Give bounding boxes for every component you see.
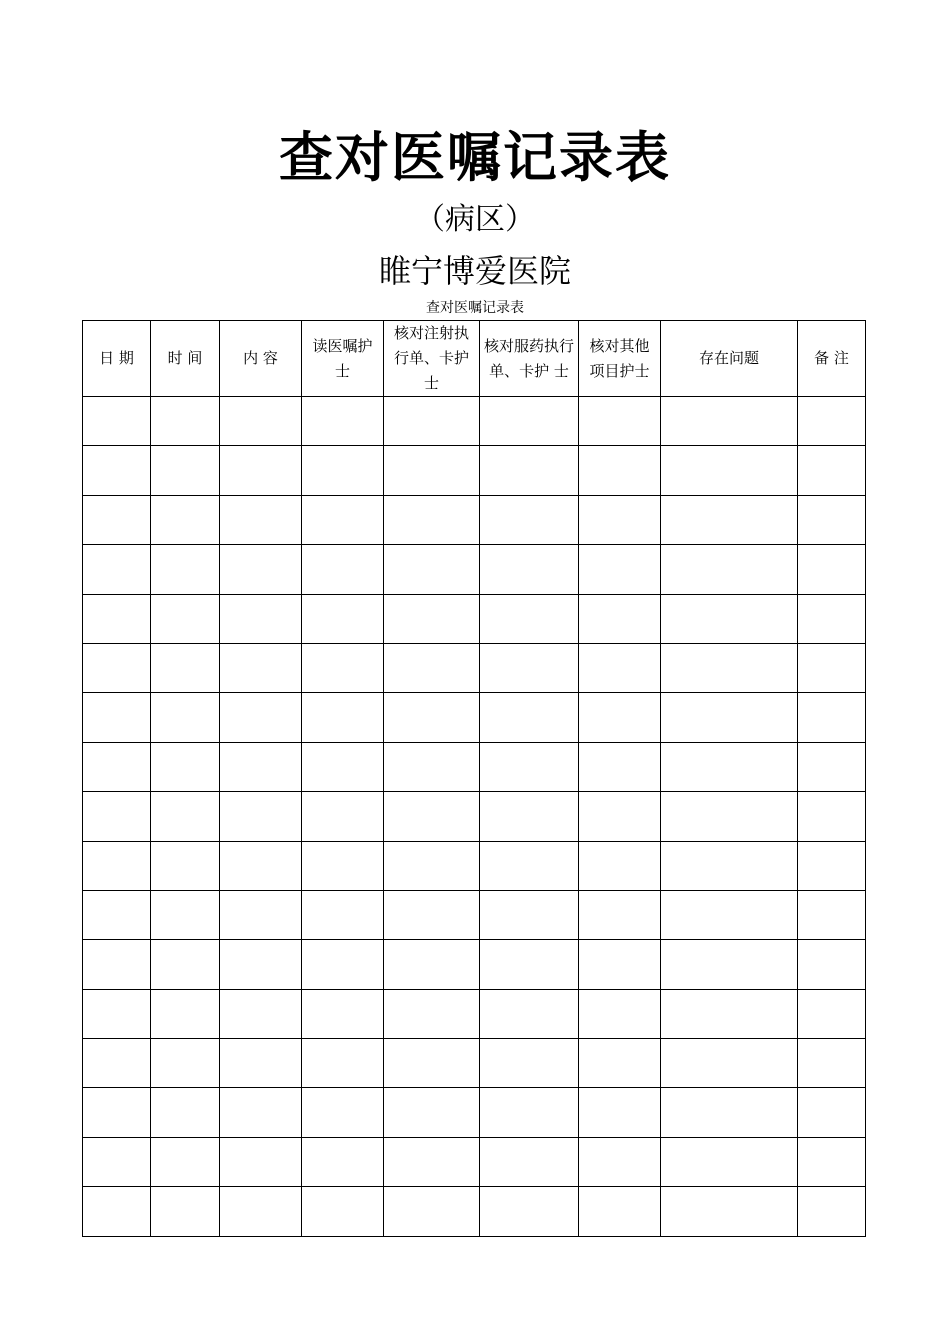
cell-injection_nurse <box>384 545 480 594</box>
table-row <box>83 742 866 791</box>
col-header-issues: 存在问题 <box>661 321 798 397</box>
col-header-other-nurse: 核对其他项目护士 <box>579 321 661 397</box>
cell-issues <box>661 594 798 643</box>
cell-read_nurse <box>302 890 384 939</box>
table-row <box>83 792 866 841</box>
cell-remarks <box>798 1039 866 1088</box>
cell-issues <box>661 989 798 1038</box>
cell-injection_nurse <box>384 792 480 841</box>
cell-other_nurse <box>579 643 661 692</box>
cell-content <box>220 446 302 495</box>
cell-issues <box>661 841 798 890</box>
cell-read_nurse <box>302 989 384 1038</box>
cell-time <box>151 545 220 594</box>
table-row <box>83 1187 866 1236</box>
cell-medication_nurse <box>480 643 579 692</box>
cell-date <box>83 1039 151 1088</box>
cell-content <box>220 643 302 692</box>
table-row <box>83 545 866 594</box>
cell-content <box>220 989 302 1038</box>
cell-time <box>151 397 220 446</box>
cell-content <box>220 693 302 742</box>
table-row <box>83 594 866 643</box>
table-row <box>83 940 866 989</box>
cell-medication_nurse <box>480 545 579 594</box>
cell-remarks <box>798 1088 866 1137</box>
cell-read_nurse <box>302 594 384 643</box>
cell-issues <box>661 495 798 544</box>
cell-other_nurse <box>579 545 661 594</box>
cell-injection_nurse <box>384 841 480 890</box>
cell-read_nurse <box>302 545 384 594</box>
cell-medication_nurse <box>480 841 579 890</box>
cell-date <box>83 890 151 939</box>
cell-date <box>83 841 151 890</box>
cell-other_nurse <box>579 989 661 1038</box>
cell-date <box>83 545 151 594</box>
cell-date <box>83 693 151 742</box>
cell-medication_nurse <box>480 1187 579 1236</box>
col-header-remarks: 备 注 <box>798 321 866 397</box>
cell-time <box>151 594 220 643</box>
cell-time <box>151 792 220 841</box>
cell-date <box>83 1088 151 1137</box>
cell-time <box>151 890 220 939</box>
table-row <box>83 841 866 890</box>
cell-injection_nurse <box>384 1187 480 1236</box>
cell-time <box>151 1187 220 1236</box>
cell-read_nurse <box>302 693 384 742</box>
cell-medication_nurse <box>480 989 579 1038</box>
cell-read_nurse <box>302 940 384 989</box>
cell-time <box>151 841 220 890</box>
table-row <box>83 397 866 446</box>
table-row <box>83 890 866 939</box>
cell-injection_nurse <box>384 989 480 1038</box>
cell-remarks <box>798 693 866 742</box>
cell-time <box>151 989 220 1038</box>
cell-injection_nurse <box>384 890 480 939</box>
table-row <box>83 1088 866 1137</box>
cell-remarks <box>798 792 866 841</box>
cell-issues <box>661 643 798 692</box>
cell-content <box>220 792 302 841</box>
col-header-injection-nurse: 核对注射执行单、卡护 士 <box>384 321 480 397</box>
cell-content <box>220 940 302 989</box>
cell-injection_nurse <box>384 742 480 791</box>
cell-medication_nurse <box>480 594 579 643</box>
cell-time <box>151 446 220 495</box>
cell-other_nurse <box>579 1137 661 1186</box>
cell-date <box>83 643 151 692</box>
cell-injection_nurse <box>384 940 480 989</box>
table-row <box>83 495 866 544</box>
cell-date <box>83 397 151 446</box>
cell-remarks <box>798 940 866 989</box>
cell-issues <box>661 940 798 989</box>
cell-injection_nurse <box>384 1039 480 1088</box>
cell-issues <box>661 397 798 446</box>
cell-issues <box>661 545 798 594</box>
cell-injection_nurse <box>384 1088 480 1137</box>
cell-remarks <box>798 1137 866 1186</box>
table-row <box>83 989 866 1038</box>
cell-content <box>220 594 302 643</box>
table-row <box>83 643 866 692</box>
cell-remarks <box>798 545 866 594</box>
table-row <box>83 1137 866 1186</box>
cell-date <box>83 742 151 791</box>
cell-time <box>151 742 220 791</box>
cell-other_nurse <box>579 446 661 495</box>
cell-injection_nurse <box>384 594 480 643</box>
cell-read_nurse <box>302 446 384 495</box>
cell-issues <box>661 1039 798 1088</box>
cell-content <box>220 890 302 939</box>
col-header-date: 日 期 <box>83 321 151 397</box>
cell-date <box>83 1137 151 1186</box>
cell-issues <box>661 742 798 791</box>
cell-remarks <box>798 890 866 939</box>
cell-other_nurse <box>579 693 661 742</box>
cell-medication_nurse <box>480 742 579 791</box>
cell-time <box>151 1039 220 1088</box>
cell-remarks <box>798 594 866 643</box>
cell-time <box>151 643 220 692</box>
cell-other_nurse <box>579 742 661 791</box>
cell-date <box>83 989 151 1038</box>
cell-issues <box>661 1088 798 1137</box>
cell-medication_nurse <box>480 495 579 544</box>
cell-remarks <box>798 495 866 544</box>
cell-medication_nurse <box>480 792 579 841</box>
cell-injection_nurse <box>384 495 480 544</box>
cell-date <box>83 446 151 495</box>
cell-remarks <box>798 989 866 1038</box>
cell-medication_nurse <box>480 693 579 742</box>
cell-read_nurse <box>302 1137 384 1186</box>
cell-medication_nurse <box>480 397 579 446</box>
cell-date <box>83 940 151 989</box>
cell-content <box>220 742 302 791</box>
table-row <box>83 1039 866 1088</box>
cell-read_nurse <box>302 792 384 841</box>
cell-issues <box>661 1187 798 1236</box>
cell-time <box>151 693 220 742</box>
cell-time <box>151 940 220 989</box>
col-header-time: 时 间 <box>151 321 220 397</box>
cell-content <box>220 495 302 544</box>
cell-time <box>151 1088 220 1137</box>
cell-time <box>151 495 220 544</box>
cell-remarks <box>798 742 866 791</box>
cell-injection_nurse <box>384 643 480 692</box>
cell-content <box>220 545 302 594</box>
table-caption: 查对医嘱记录表 <box>426 300 524 316</box>
cell-injection_nurse <box>384 693 480 742</box>
col-header-content: 内 容 <box>220 321 302 397</box>
cell-other_nurse <box>579 594 661 643</box>
col-header-medication-nurse: 核对服药执行单、卡护 士 <box>480 321 579 397</box>
cell-date <box>83 594 151 643</box>
cell-remarks <box>798 841 866 890</box>
cell-read_nurse <box>302 742 384 791</box>
cell-other_nurse <box>579 1039 661 1088</box>
cell-other_nurse <box>579 940 661 989</box>
cell-other_nurse <box>579 397 661 446</box>
cell-content <box>220 1039 302 1088</box>
cell-other_nurse <box>579 792 661 841</box>
cell-remarks <box>798 643 866 692</box>
table-header-row <box>83 321 866 397</box>
cell-other_nurse <box>579 1088 661 1137</box>
cell-medication_nurse <box>480 1088 579 1137</box>
document-title: 查对医嘱记录表 <box>279 126 671 189</box>
hospital-name: 睢宁博爱医院 <box>378 252 571 290</box>
cell-issues <box>661 446 798 495</box>
cell-medication_nurse <box>480 940 579 989</box>
cell-medication_nurse <box>480 1039 579 1088</box>
cell-content <box>220 1187 302 1236</box>
cell-read_nurse <box>302 643 384 692</box>
cell-read_nurse <box>302 1088 384 1137</box>
cell-issues <box>661 792 798 841</box>
cell-other_nurse <box>579 1187 661 1236</box>
cell-medication_nurse <box>480 1137 579 1186</box>
cell-time <box>151 1137 220 1186</box>
cell-injection_nurse <box>384 1137 480 1186</box>
cell-read_nurse <box>302 397 384 446</box>
cell-date <box>83 1187 151 1236</box>
cell-injection_nurse <box>384 446 480 495</box>
cell-date <box>83 495 151 544</box>
cell-other_nurse <box>579 495 661 544</box>
cell-read_nurse <box>302 1187 384 1236</box>
cell-remarks <box>798 1187 866 1236</box>
cell-issues <box>661 890 798 939</box>
order-check-table <box>82 320 866 1237</box>
cell-issues <box>661 693 798 742</box>
cell-injection_nurse <box>384 397 480 446</box>
cell-read_nurse <box>302 1039 384 1088</box>
cell-read_nurse <box>302 841 384 890</box>
cell-content <box>220 1088 302 1137</box>
cell-content <box>220 841 302 890</box>
table-row <box>83 693 866 742</box>
cell-read_nurse <box>302 495 384 544</box>
table-row <box>83 446 866 495</box>
ward-label: （病区） <box>415 202 535 237</box>
cell-medication_nurse <box>480 446 579 495</box>
cell-issues <box>661 1137 798 1186</box>
cell-other_nurse <box>579 841 661 890</box>
col-header-read-nurse: 读医嘱护 士 <box>302 321 384 397</box>
cell-remarks <box>798 446 866 495</box>
cell-medication_nurse <box>480 890 579 939</box>
cell-content <box>220 1137 302 1186</box>
cell-date <box>83 792 151 841</box>
cell-content <box>220 397 302 446</box>
cell-other_nurse <box>579 890 661 939</box>
cell-remarks <box>798 397 866 446</box>
